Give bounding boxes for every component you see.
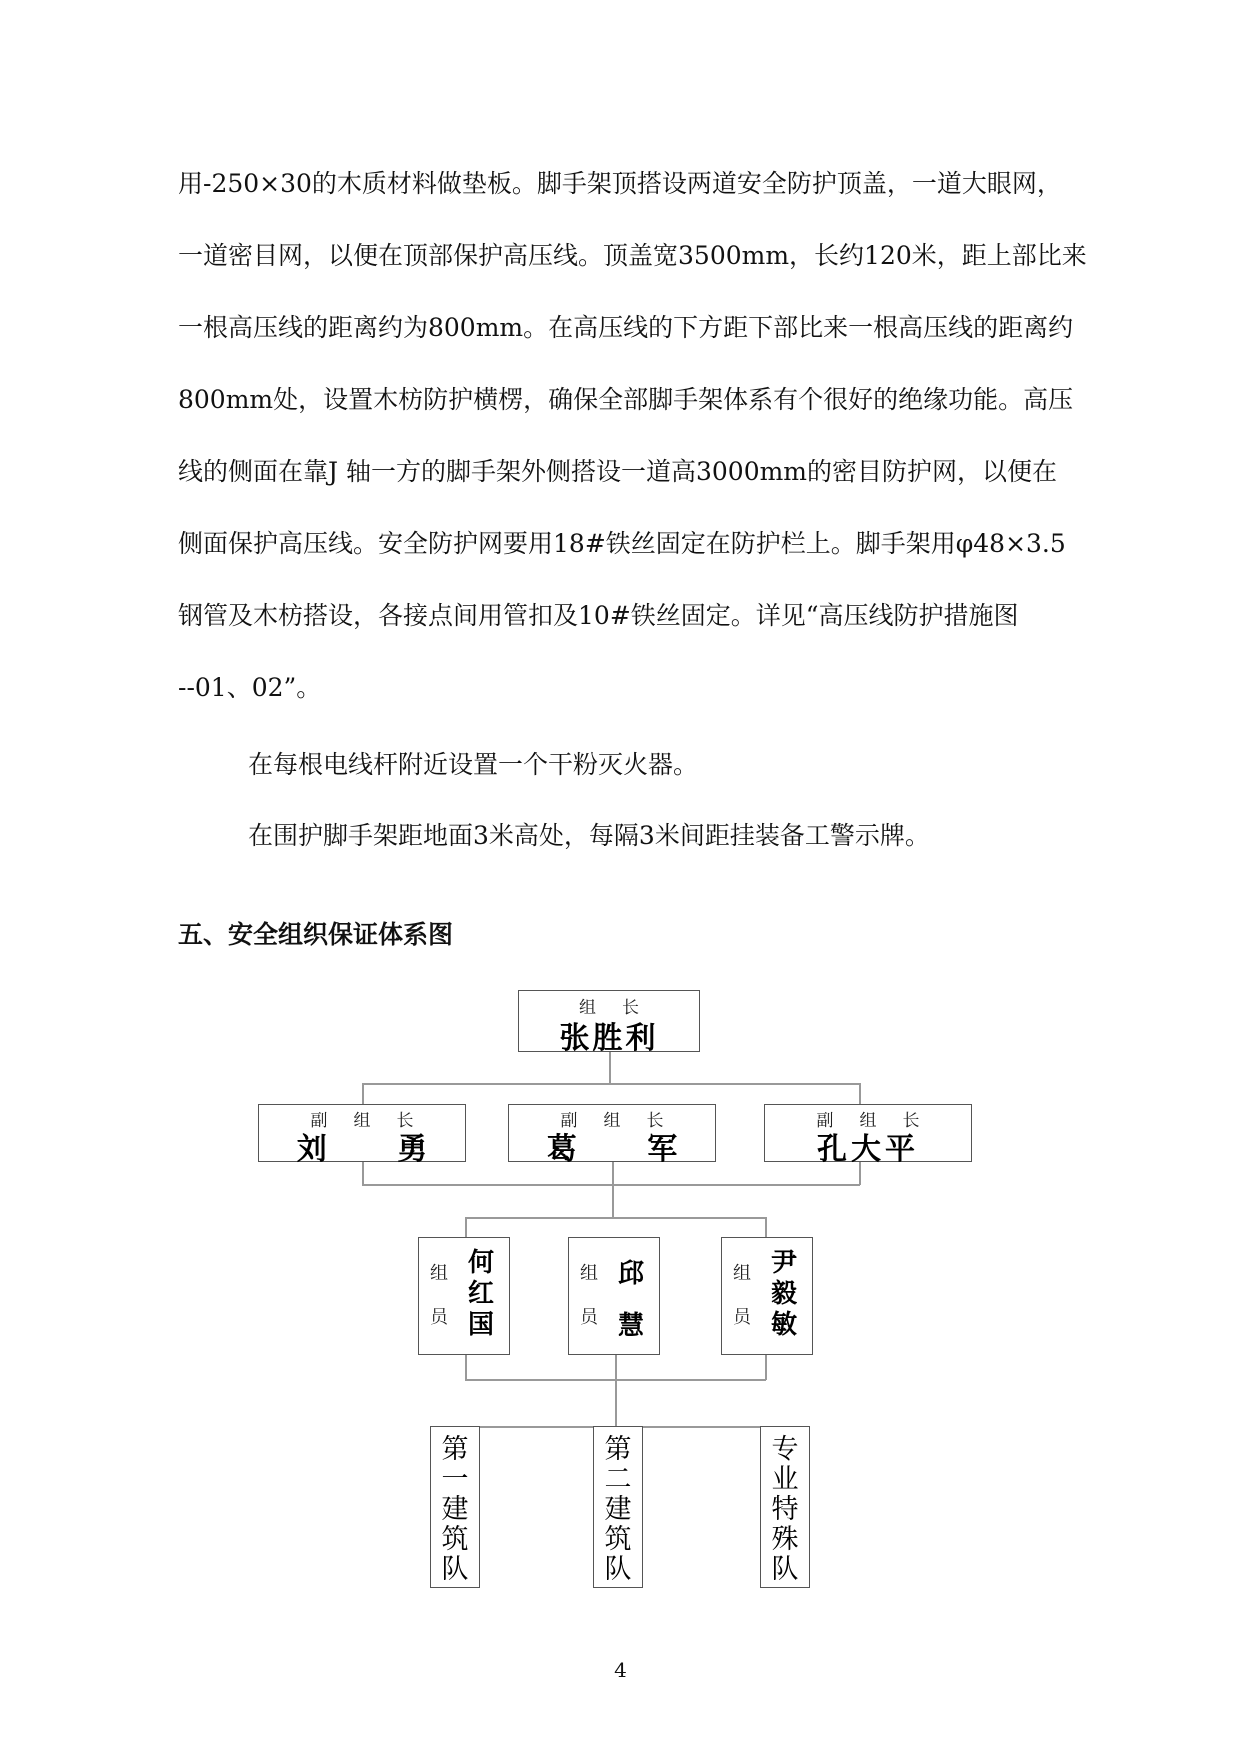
- paragraph-line: 侧面保护高压线。安全防护网要用18#铁丝固定在防护栏上。脚手架用φ48×3.5: [178, 529, 1066, 558]
- deputy-box: [258, 1104, 466, 1167]
- connector-line: [612, 1162, 614, 1218]
- member-role: 组 员: [733, 1263, 751, 1328]
- leader-name: 张胜利: [559, 1021, 659, 1056]
- leader-box: [518, 990, 700, 1056]
- connector-line: [615, 1355, 617, 1427]
- connector-line: [465, 1217, 467, 1237]
- team-box: [593, 1426, 643, 1588]
- connector-line: [465, 1355, 467, 1380]
- paragraph-line: 一根高压线的距离约为800mm。在高压线的下方距下部比来一根高压线的距离约: [178, 313, 1074, 342]
- team-name: 第 二 建 筑 队: [604, 1434, 632, 1585]
- deputy-box: [508, 1104, 716, 1167]
- section-heading: 五、安全组织保证体系图: [178, 920, 454, 949]
- paragraph-line: 用-250×30的木质材料做垫板。脚手架顶搭设两道安全防护顶盖，一道大眼网，: [178, 169, 1062, 198]
- fire-extinguisher-paragraph: 在每根电线杆附近设置一个干粉灭火器。: [248, 750, 699, 779]
- connector-line: [765, 1217, 767, 1237]
- deputy-role: 副组长: [310, 1111, 440, 1131]
- deputy-name: 刘 勇: [296, 1132, 458, 1167]
- paragraph-line: --01、02”。: [178, 673, 322, 702]
- paragraph-line: 线的侧面在靠J 轴一方的脚手架外侧搭设一道高3000mm的密目防护网，以便在: [178, 457, 1058, 486]
- member-role: 组 员: [580, 1263, 598, 1328]
- team-name: 专 业 特 殊 队: [771, 1434, 799, 1585]
- deputy-name: 葛 军: [546, 1132, 708, 1167]
- connector-line: [465, 1217, 766, 1219]
- team-box: [760, 1426, 810, 1588]
- connector-line: [362, 1083, 860, 1085]
- deputy-box: [764, 1104, 972, 1167]
- paragraph-line: 一道密目网，以便在顶部保护高压线。顶盖宽3500mm，长约120米，距上部比来: [178, 241, 1087, 270]
- member-box: [418, 1237, 510, 1355]
- leader-role: 组长: [579, 998, 665, 1018]
- team-name: 第 一 建 筑 队: [441, 1434, 469, 1585]
- team-box: [430, 1426, 480, 1588]
- member-role: 组 员: [430, 1263, 448, 1328]
- member-name: 邱 慧: [617, 1259, 644, 1341]
- member-name: 尹 毅 敏: [770, 1248, 797, 1340]
- paragraph-line: 钢管及木枋搭设，各接点间用管扣及10#铁丝固定。详见“高压线防护措施图: [178, 601, 1019, 630]
- warning-sign-paragraph: 在围护脚手架距地面3米高处，每隔3米间距挂装备工警示牌。: [248, 821, 930, 850]
- member-box: [568, 1237, 660, 1355]
- body-paragraph: [178, 148, 1118, 724]
- deputy-role: 副组长: [560, 1111, 690, 1131]
- deputy-name: 孔大平: [817, 1132, 919, 1167]
- connector-line: [765, 1355, 767, 1380]
- page-number: 4: [614, 1658, 627, 1682]
- member-box: [721, 1237, 813, 1355]
- paragraph-line: 800mm处，设置木枋防护横楞，确保全部脚手架体系有个很好的绝缘功能。高压: [178, 385, 1074, 414]
- connector-line: [362, 1184, 860, 1186]
- deputy-role: 副组长: [816, 1111, 946, 1131]
- member-name: 何 红 国: [467, 1248, 494, 1340]
